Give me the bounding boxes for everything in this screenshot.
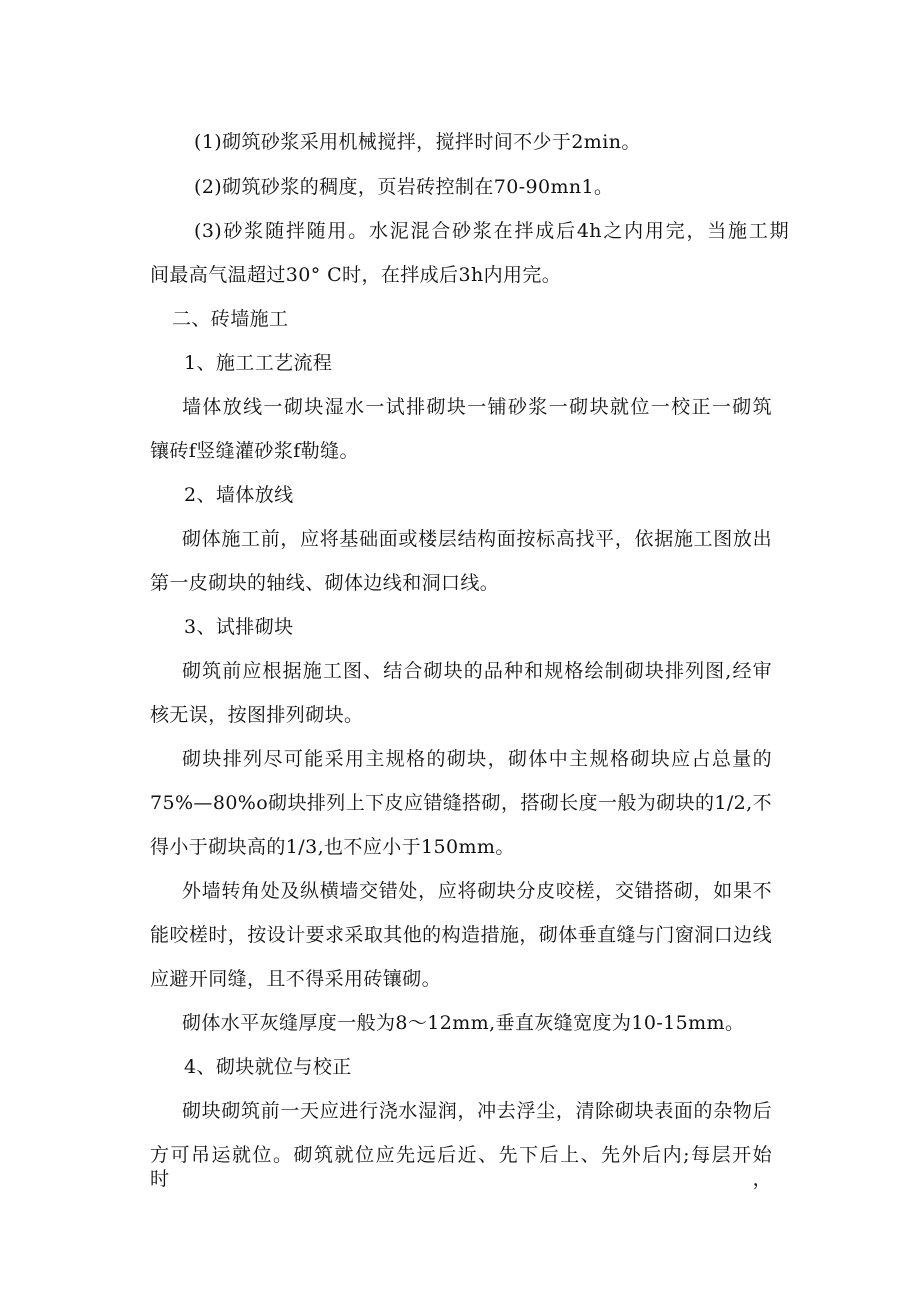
text-line: 75%—80%o砌块排列上下皮应错缝搭砌，搭砌长度一般为砌块的1/2,不 <box>150 792 772 814</box>
subsection-heading: 3、试排砌块 <box>184 616 294 638</box>
text-line: (3)砂浆随拌随用。水泥混合砂浆在拌成后4h之内用完，当施工期 <box>194 220 789 242</box>
text-line: 砌块砌筑前一天应进行浇水湿润，冲去浮尘，清除砌块表面的杂物后 <box>182 1100 772 1122</box>
text-line: 砌块排列尽可能采用主规格的砌块，砌体中主规格砌块应占总量的 <box>182 748 772 770</box>
text-line: 外墙转角处及纵横墙交错处，应将砌块分皮咬槎，交错搭砌，如果不 <box>182 880 772 902</box>
section-heading: 二、砖墙施工 <box>172 308 289 330</box>
text-line: 砌体水平灰缝厚度一般为8～12mm,垂直灰缝宽度为10-15mm。 <box>182 1012 745 1034</box>
text-line: 间最高气温超过30° C时，在拌成后3h内用完。 <box>150 264 562 286</box>
text-line: (2)砌筑砂浆的稠度，页岩砖控制在70-90mn1。 <box>194 176 614 198</box>
text-line: 应避开同缝，且不得采用砖镶砌。 <box>150 968 442 990</box>
subsection-heading: 4、砌块就位与校正 <box>184 1056 352 1078</box>
text-line: 砌筑前应根据施工图、结合砌块的品种和规格绘制砌块排列图,经审 <box>182 660 772 682</box>
subsection-heading: 1、施工工艺流程 <box>184 352 333 374</box>
text-line: 镶砖f竖缝灌砂浆f勒缝。 <box>150 440 359 462</box>
text-line: 核无误，按图排列砌块。 <box>150 704 364 726</box>
text-line: 第一皮砌块的轴线、砌体边线和洞口线。 <box>150 572 500 594</box>
text-line: 砌体施工前，应将基础面或楼层结构面按标高找平，依据施工图放出 <box>182 528 772 550</box>
text-line: 方可吊运就位。砌筑就位应先远后近、先下后上、先外后内;每层开始时， <box>150 1144 772 1190</box>
subsection-heading: 2、墙体放线 <box>184 484 294 506</box>
text-line: 能咬槎时，按设计要求采取其他的构造措施，砌体垂直缝与门窗洞口边线 <box>150 924 772 946</box>
text-line: (1)砌筑砂浆采用机械搅拌，搅拌时间不少于2min。 <box>194 131 641 153</box>
text-line: 墙体放线一砌块湿水一试排砌块一铺砂浆一砌块就位一校正一砌筑 <box>182 396 772 418</box>
text-line: 得小于砌块高的1/3,也不应小于150mm。 <box>150 836 515 858</box>
